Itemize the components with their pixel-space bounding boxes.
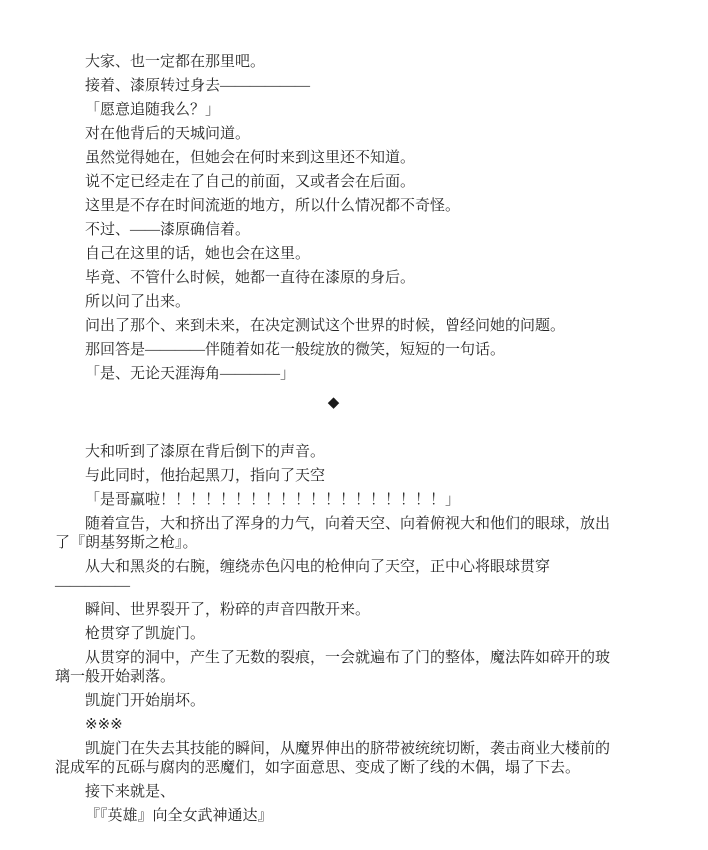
novel-paragraph: 大和听到了漆原在背后倒下的声音。 xyxy=(85,444,326,460)
novel-paragraph: 「是哥赢啦！！！！！！！！！！！！！！！！！！！」 xyxy=(85,492,461,508)
novel-paragraph: 随着宣告，大和挤出了浑身的力气，向着天空、向着俯视大和他们的眼球，放出了『朗基努斯之枪』。 xyxy=(55,516,611,551)
novel-paragraph: 与此同时，他抬起黑刀，指向了天空 xyxy=(85,468,326,484)
novel-paragraph: 凯旋门在失去其技能的瞬间，从魔界伸出的脐带被统统切断，袭击商业大楼前的混成军的瓦砾与腐肉的恶魔们，如字面意思、变成了断了线的木偶，塌了下去。 xyxy=(55,741,611,776)
novel-paragraph: 「是、无论天涯海角————」 xyxy=(85,366,296,382)
novel-paragraph: 接下来就是、 xyxy=(85,784,176,800)
novel-paragraph: 『『英雄』向全女武神通达』 xyxy=(85,808,273,824)
novel-paragraph: 毕竟、不管什么时候，她都一直待在漆原的身后。 xyxy=(85,270,416,286)
scene-separator: ◆ xyxy=(327,395,340,411)
novel-paragraph: 不过、——漆原确信着。 xyxy=(85,222,251,238)
novel-paragraph: 「愿意追随我么？」 xyxy=(85,102,221,118)
novel-paragraph: 那回答是————伴随着如花一般绽放的微笑，短短的一句话。 xyxy=(85,342,506,358)
novel-paragraph: 对在他背后的天城问道。 xyxy=(85,126,251,142)
section-break-marker: ※※※ xyxy=(85,717,123,733)
novel-paragraph: 凯旋门开始崩坏。 xyxy=(85,693,206,709)
novel-paragraph: 大家、也一定都在那里吧。 xyxy=(85,54,266,70)
novel-paragraph: 虽然觉得她在，但她会在何时来到这里还不知道。 xyxy=(85,150,416,166)
novel-paragraph: 枪贯穿了凯旋门。 xyxy=(85,626,206,642)
novel-paragraph: 说不定已经走在了自己的前面，又或者会在后面。 xyxy=(85,174,416,190)
novel-paragraph: 瞬间、世界裂开了，粉碎的声音四散开来。 xyxy=(85,602,371,618)
novel-paragraph: 接着、漆原转过身去—————— xyxy=(85,78,311,94)
novel-paragraph: 从贯穿的洞中，产生了无数的裂痕，一会就遍布了门的整体，魔法阵如碎开的玻璃一般开始剥落。 xyxy=(55,650,611,685)
novel-paragraph: 问出了那个、来到未来，在决定测试这个世界的时候，曾经问她的问题。 xyxy=(85,318,566,334)
novel-paragraph: 这里是不存在时间流逝的地方，所以什么情况都不奇怪。 xyxy=(85,198,461,214)
novel-paragraph: 从大和黑炎的右腕，缠绕赤色闪电的枪伸向了天空，正中心将眼球贯穿————— xyxy=(55,559,551,594)
novel-paragraph: 自己在这里的话，她也会在这里。 xyxy=(85,246,311,262)
novel-paragraph: 所以问了出来。 xyxy=(85,294,191,310)
